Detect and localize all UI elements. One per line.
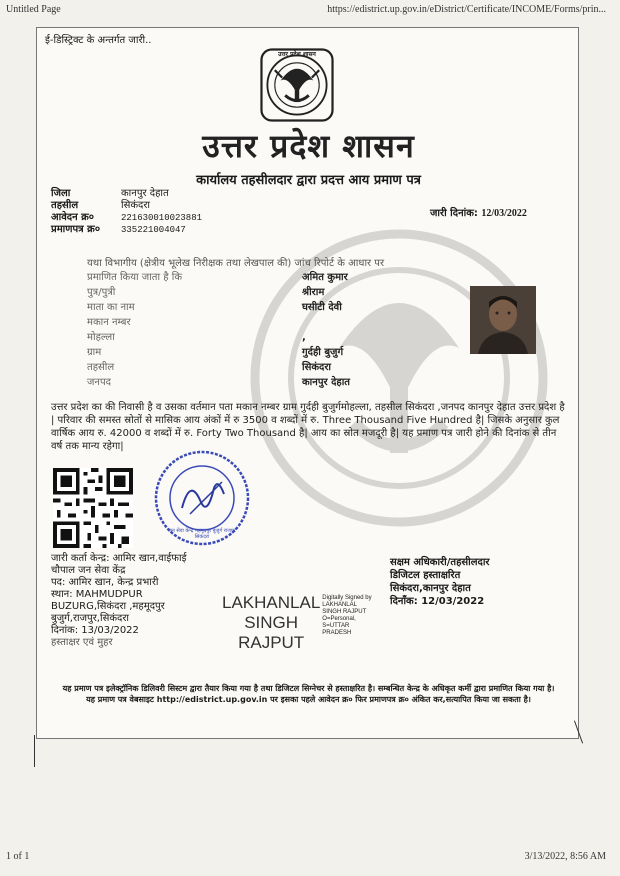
field-row-district: जनपद कानपुर देहात [87, 377, 350, 388]
field-row-parent: पुत्र/पुत्री श्रीराम [87, 287, 325, 298]
print-page-count: 1 of 1 [6, 851, 30, 862]
field-row-mother: माता का नाम घसीटी देवी [87, 302, 342, 313]
print-timestamp: 3/13/2022, 8:56 AM [524, 851, 606, 862]
scan-mark-left [34, 735, 35, 767]
meta-row-district: जिला कानपुर देहात [51, 188, 169, 199]
competent-authority: सक्षम अधिकारी/तहसीलदार डिजिटल हस्ताक्षरित सिकंदरा,कानपुर देहात दिनाँक: 12/03/2022 [390, 557, 490, 607]
print-header-url: https://edistrict.up.gov.in/eDistrict/Certificate/INCOME/Forms/prin... [327, 4, 606, 15]
seal-caption: जन सेवा केन्द्र महमूदपुर बुजुर्ग राजपुर सिकंदरा [168, 528, 236, 540]
certificate-subtitle: कार्यालय तहसीलदार द्वारा प्रदत्त आय प्रमाण पत्र [196, 173, 421, 188]
meta-row-application-no: आवेदन क्र० 221630010023881 [51, 212, 203, 223]
issue-date: जारी दिनांक: 12/03/2022 [430, 208, 527, 219]
up-emblem-icon [260, 48, 334, 122]
field-row-locality: मोहल्ला , [87, 332, 306, 343]
meta-row-certificate-no: प्रमाणपत्र क्र० 335221004047 [51, 224, 186, 235]
verification-note: यह प्रमाण पत्र इलेक्ट्रॉनिक डिलिवरी सिस्टम द्वारा तैयार किया गया है तथा डिजिटल सिग्नेचर से हस्ताक्षरित है। सम्बन्धित केन्द्र के अधिकृत कर्मी द्वारा प्रमाणित किया गया है। यह प्रमाण पत्र वेबसाइट http://edistrict.up.gov.in पर इसका पहले आवेदन क्र० फिर प्रमाणपत्र क्र० अंकित कर,सत्यापित किया जा सकता है। [62, 684, 555, 704]
signer-details: Digitally Signed by LAKHANLAL SINGH RAJPUT O=Personal, S=UTTAR PRADESH [322, 595, 372, 636]
emblem-caption: उत्तर प्रदेश शासन [278, 51, 316, 58]
issuing-centre: जारी कर्ता केन्द्र: आमिर खान,वाईफाई चौपाल जन सेवा केंद्र पद: आमिर खान, केन्द्र प्रभारी स्थान: MAHMUDPUR BUZURG,सिकंदरा ,महमूदपुर बुजुर्ग,राजपुर,सिकंदरा दिनांक: 13/03/2022 हस्ताक्षर एवं मुहर [51, 553, 187, 648]
income-certificate [36, 27, 579, 739]
field-row-village: ग्राम गुर्दही बुजुर्ग [87, 347, 344, 358]
field-row-tehsil: तहसील सिकंदरा [87, 362, 332, 373]
meta-row-tehsil: तहसील सिकंदरा [51, 200, 151, 211]
field-row-name: प्रमाणित किया जाता है कि अमित कुमार [87, 272, 348, 283]
edistrict-note: ई-डिस्ट्रिक्ट के अन्तर्गत जारी.. [45, 35, 152, 46]
applicant-photo [470, 286, 536, 354]
certificate-meta [51, 188, 202, 236]
print-header-left: Untitled Page [6, 4, 61, 15]
field-row-house-no: मकान नम्बर [87, 317, 131, 328]
signer-name: LAKHANLAL SINGH RAJPUT [222, 593, 321, 652]
certificate-body: उत्तर प्रदेश का की निवासी है व उसका वर्तमान पता मकान नम्बर ग्राम गुर्दही बुजुर्गमोहल्ला, तहसील सिकंदरा ,जनपद कानपुर देहात उत्तर प्रदेश है | परिवार की समस्त स्रोतों से मासिक आय अंकों में रु 3500 व शब्दों में रु. Three Thousand Five Hundred है| जिसके अनुसार कुल वार्षिक आय रु. 42000 व शब्दों में रु. Forty Two Thousand है| आय का स्रोत मजदूरी है| यह प्रमाण पत्र जारी होने की दिनांक से तीन वर्ष तक मान्य रहेगा| [51, 402, 565, 452]
report-intro: यथा विभागीय (क्षेत्रीय भूलेख निरीक्षक तथा लेखपाल की) जांच रिपोर्ट के आधार पर [87, 258, 385, 269]
digital-signature[interactable] [222, 593, 372, 653]
qr-code-icon[interactable] [53, 468, 133, 548]
page-title: उत्तर प्रदेश शासन [202, 127, 415, 165]
applicant-details [87, 257, 487, 390]
